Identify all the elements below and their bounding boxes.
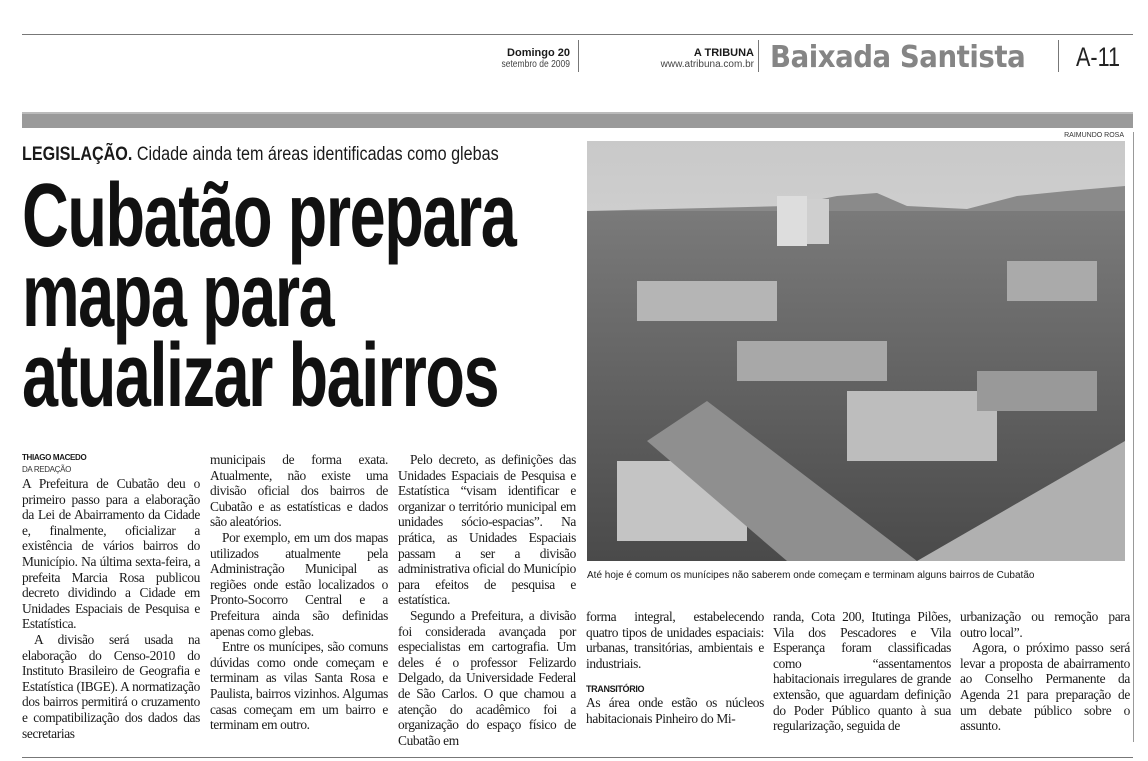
- kicker-text: Cidade ainda tem áreas identificadas como glebas: [136, 144, 499, 165]
- article-column-5: [773, 609, 951, 734]
- kicker: [22, 144, 499, 166]
- paragraph: Segundo a Prefeitura, a divisão foi considerada avançada por especialistas em cartografia. Um deles é o professor Felizardo Delgado, da Universidade Federal de São Carlos. O que chamou a atenção do acadêmico foi a organização do espaço físico de Cubatão em: [398, 607, 576, 748]
- article-column-6: [960, 609, 1130, 734]
- date-month-year: setembro de 2009: [501, 59, 570, 70]
- kicker-label: LEGISLAÇÃO.: [22, 144, 133, 165]
- article-column-4: [586, 609, 764, 727]
- bottom-rule: [22, 757, 1133, 758]
- city-aerial-photo: [587, 141, 1125, 561]
- photo-caption: Até hoje é comum os munícipes não saberem onde começam e terminam alguns bairros de Cubatão: [587, 570, 1035, 581]
- article-column-2: [210, 452, 388, 733]
- divider: [1058, 40, 1059, 72]
- paragraph: randa, Cota 200, Itutinga Pilões, Vila dos Pescadores e Vila Esperança foram classificadas como “assentamentos habitacionais irregulares de grande extensão, que aguardam definição do Poder Público quanto à sua regularização, seguida de: [773, 609, 951, 734]
- newspaper-name: A TRIBUNA: [693, 47, 754, 59]
- section-bar: [22, 112, 1133, 128]
- newspaper-info: [620, 47, 754, 70]
- author-desk: DA REDAÇÃO: [22, 465, 71, 474]
- date-day: Domingo 20: [507, 47, 570, 59]
- divider: [758, 40, 759, 72]
- top-rule: [22, 34, 1133, 35]
- right-rule: [1133, 132, 1134, 742]
- article-column-1: [22, 452, 200, 741]
- paragraph: Pelo decreto, as definições das Unidades Espaciais de Pesquisa e Estatística “visam identificar e organizar o território municipal em unidades sócio-espacias”. Na prática, as Unidades Espaciais passam a ser a divisão administrativa oficial do Município para efeitos de pesquisa e estatística.: [398, 452, 576, 608]
- subheading: TRANSITÓRIO: [586, 684, 645, 695]
- paragraph: Por exemplo, em um dos mapas utilizados atualmente pela Administração Municipal as regiões onde estão localizados o Pronto-Socorro Central e a Prefeitura ainda são definidas apenas como glebas.: [210, 529, 388, 639]
- newspaper-website: www.atribuna.com.br: [660, 59, 754, 70]
- paragraph: municipais de forma exata. Atualmente, não existe uma divisão oficial dos bairros de Cubatão e as estatísticas e dados são aleatórios.: [210, 452, 388, 530]
- paragraph: forma integral, estabelecendo quatro tipos de unidades espaciais: urbanas, transitórias, ambientais e industriais.: [586, 609, 764, 671]
- section-title: Baixada Santista: [770, 40, 1026, 75]
- headline-line: atualizar bairros: [22, 326, 499, 426]
- author-byline: THIAGO MACEDO: [22, 453, 87, 462]
- paragraph: Agora, o próximo passo será levar a proposta de abairramento ao Conselho Permanente da Agenda 21 para preparação de um debate público sobre o assunto.: [960, 640, 1130, 734]
- page-number: A-11: [1076, 42, 1121, 72]
- paragraph: A Prefeitura de Cubatão deu o primeiro passo para a elaboração da Lei de Abairramento da Cidade e, finalmente, oficializar a existência de vários bairros do Município. Na última sexta-feira, a prefeita Marcia Rosa publicou decreto dividindo a Cidade em Unidades Espaciais de Pesquisa e Estatística.: [22, 476, 200, 632]
- edition-date: [440, 47, 570, 70]
- paragraph: Entre os munícipes, são comuns dúvidas como onde começam e terminam as vilas Santa Rosa e Paulista, bairros vizinhos. Algumas casas começam em um bairro e terminam em outro.: [210, 639, 388, 733]
- paragraph: urbanização ou remoção para outro local”.: [960, 609, 1130, 640]
- paragraph: As área onde estão os núcleos habitacionais Pinheiro do Mi-: [586, 695, 764, 726]
- headline-line: mapa para: [22, 246, 334, 346]
- photo-credit: RAIMUNDO ROSA: [1064, 132, 1124, 139]
- article-column-3: [398, 452, 576, 748]
- headline-line: Cubatão prepara: [22, 166, 516, 266]
- paragraph: A divisão será usada na elaboração do Censo-2010 do Instituto Brasileiro de Geografia e Estatística (IBGE). A normatização dos bairros permitirá o cruzamento e compatibilização dos dados das secretarias: [22, 631, 200, 741]
- divider: [578, 40, 579, 72]
- headline: [22, 166, 516, 426]
